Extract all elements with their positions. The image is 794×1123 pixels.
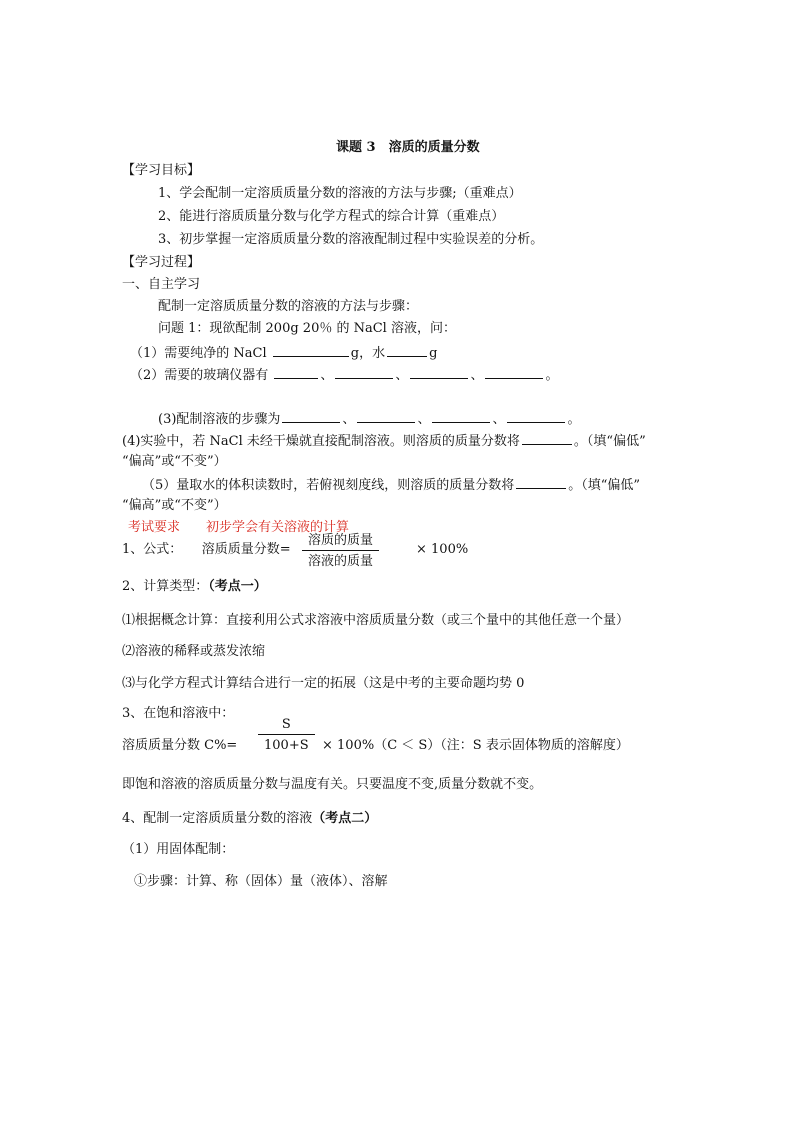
formula-multiplier: × 100% <box>416 542 469 557</box>
q1-5-text-b: 。（填“偏低” <box>568 478 641 493</box>
step-blank-2[interactable] <box>357 409 415 423</box>
glassware-blank-4[interactable] <box>485 365 543 379</box>
calc-types-text: 2、计算类型： <box>122 579 209 594</box>
calc-type-1: ⑴根据概念计算：直接利用公式求溶液中溶质质量分数（或三个量中的其他任意一个量） <box>122 613 630 628</box>
question-1-part-1 <box>130 343 437 363</box>
q1-4-text-b: 。（填“偏低” <box>573 434 646 449</box>
question-1-part-4-cont: “偏高”或“不变”） <box>122 454 227 469</box>
separator: 、 <box>492 412 506 427</box>
question-1: 问题 1：现欲配制 200g 20％ 的 NaCl 溶液，问： <box>158 321 456 336</box>
separator: 、 <box>342 412 356 427</box>
formula-numerator: 溶质的质量 <box>302 532 379 551</box>
q1-4-text-a: (4)实验中，若 NaCl 未经干燥就直接配制溶液。则溶质的质量分数将 <box>122 434 520 449</box>
question-1-part-5-cont: “偏高”或“不变”） <box>122 498 227 513</box>
fraction-change-blank-5[interactable] <box>516 475 566 489</box>
end-period: 。 <box>545 368 559 383</box>
intro-text: 配制一定溶质质量分数的溶液的方法与步骤： <box>158 299 419 314</box>
calc-types-heading <box>122 578 267 596</box>
q1-5-text-a: （5）量取水的体积读数时，若俯视刻度线，则溶质的质量分数将 <box>142 478 515 493</box>
separator: 、 <box>320 368 334 383</box>
q1-1-text-a: （1）需要纯净的 NaCl <box>130 346 271 361</box>
separator: 、 <box>395 368 409 383</box>
prep-heading <box>122 810 377 828</box>
q1-3-text: (3)配制溶液的步骤为 <box>158 412 281 427</box>
question-1-part-4 <box>122 431 646 451</box>
question-1-part-2 <box>130 365 558 385</box>
saturated-heading: 3、在饱和溶液中： <box>122 706 235 721</box>
saturated-denominator: 100+S <box>264 738 309 753</box>
separator: 、 <box>470 368 484 383</box>
part-one-heading: 一、自主学习 <box>122 277 201 292</box>
goal-1: 1、学会配制一定溶质质量分数的溶液的方法与步骤;（重难点） <box>158 186 522 201</box>
mass-fraction-formula <box>302 532 379 571</box>
exam-requirement: 考试要求 初步学会有关溶液的计算 <box>128 520 350 535</box>
glassware-blank-1[interactable] <box>274 365 318 379</box>
question-1-part-5 <box>142 475 640 495</box>
question-1-part-3 <box>158 409 580 429</box>
separator: 、 <box>417 412 431 427</box>
step-blank-1[interactable] <box>282 409 340 423</box>
section-goals-heading: 【学习目标】 <box>122 163 201 178</box>
saturated-numerator: S <box>258 716 315 735</box>
saturated-formula-label: 溶质质量分数 C%= <box>122 738 238 753</box>
calc-type-2: ⑵溶液的稀释或蒸发浓缩 <box>122 644 266 659</box>
q1-2-text: （2）需要的玻璃仪器有 <box>130 368 273 383</box>
formula-label: 1、公式： 溶质质量分数= <box>122 542 291 557</box>
step-blank-3[interactable] <box>432 409 490 423</box>
water-mass-blank[interactable] <box>387 343 427 357</box>
end-period: 。 <box>567 412 581 427</box>
calc-type-3: ⑶与化学方程式计算结合进行一定的拓展（这是中考的主要命题均势 0 <box>122 676 525 691</box>
glassware-blank-3[interactable] <box>410 365 468 379</box>
q1-1-text-b: g，水 <box>350 346 386 361</box>
prep-steps: ①步骤：计算、称（固体）量（液体）、溶解 <box>134 874 388 889</box>
fraction-change-blank-4[interactable] <box>522 431 572 445</box>
goal-2: 2、能进行溶质质量分数与化学方程式的综合计算（重难点） <box>158 209 505 224</box>
prep-heading-text: 4、配制一定溶质质量分数的溶液 <box>122 811 313 826</box>
nacl-mass-blank[interactable] <box>273 343 349 357</box>
prep-solid: （1）用固体配制： <box>122 842 235 857</box>
key-point-one: （考点一） <box>208 579 267 594</box>
key-point-two: （考点二） <box>312 811 378 826</box>
page-title: 课题 3 溶质的质量分数 <box>336 140 480 155</box>
goal-3: 3、初步掌握一定溶质质量分数的溶液配制过程中实验误差的分析。 <box>158 232 544 247</box>
saturated-formula-tail: × 100%（C ＜ S）（注：S 表示固体物质的溶解度） <box>322 738 629 753</box>
formula-denominator: 溶液的质量 <box>308 554 374 569</box>
step-blank-4[interactable] <box>507 409 565 423</box>
glassware-blank-2[interactable] <box>335 365 393 379</box>
section-process-heading: 【学习过程】 <box>122 255 201 270</box>
saturated-formula <box>258 716 315 755</box>
q1-1-text-c: g <box>429 346 438 361</box>
saturated-note: 即饱和溶液的溶质质量分数与温度有关。只要温度不变,质量分数就不变。 <box>122 777 543 792</box>
